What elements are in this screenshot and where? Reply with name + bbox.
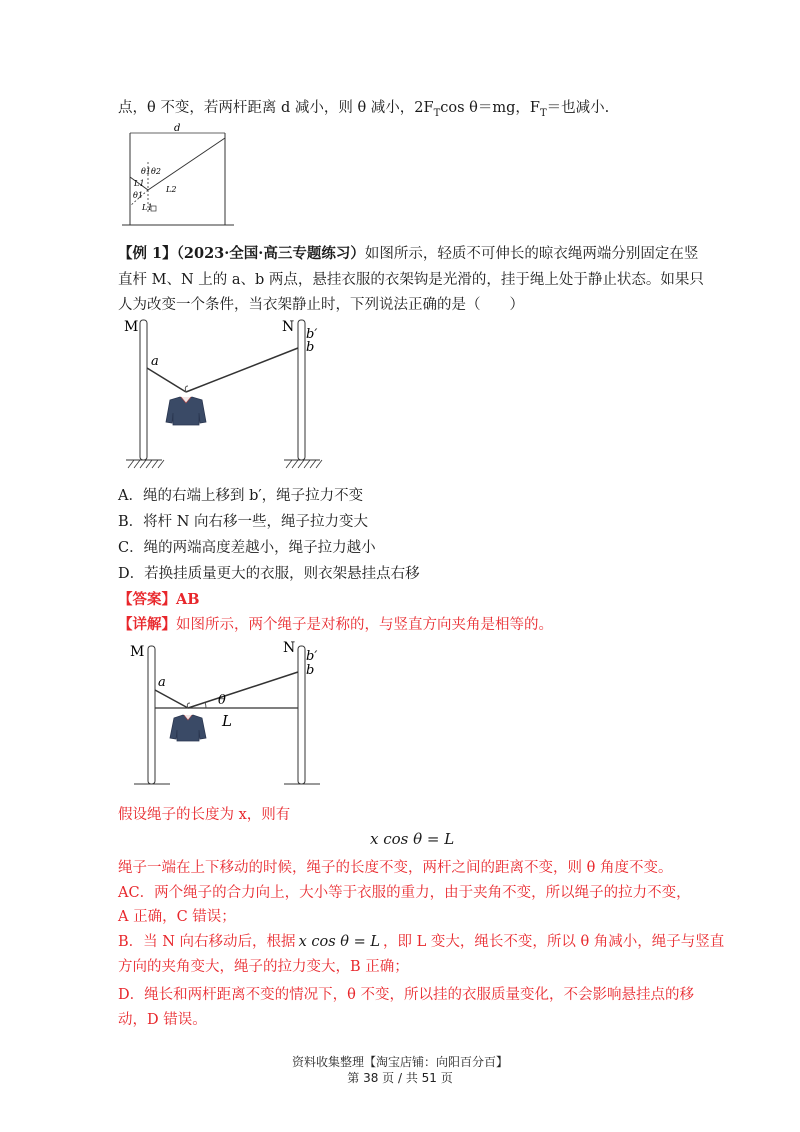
option-b: B．将杆 N 向右移一些，绳子拉力变大 [118,514,369,530]
option-a: A．绳的右端上移到 b′，绳子拉力不变 [118,488,364,504]
fig1-label-L2: L2 [166,185,177,194]
fig2-label-N: N [282,319,295,335]
fig2-jacket-icon [166,386,206,425]
fig2-hatch [128,460,322,468]
explain-line-1: 绳子一端在上下移动的时候，绳子的长度不变，两杆之间的距离不变，则 θ 角度不变。 [118,860,673,876]
fig1-label-d: d [174,123,181,134]
example-tag: 【例 1】 [118,245,177,262]
fig1-label-L1a: L1 [134,179,145,188]
assume-line: 假设绳子的长度为 x，则有 [118,807,291,823]
explain-first: 如图所示，两个绳子是对称的，与竖直方向夹角是相等的。 [176,617,553,633]
explain-line-3: A 正确，C 错误； [118,909,236,925]
explain-line-6: D．绳长和两杆距离不变的情况下，θ 不变，所以挂的衣服质量变化，不会影响悬挂点的移 [118,987,694,1003]
top-text-part3: ＝也减小. [546,100,610,116]
fig2-rope-right [186,348,298,392]
top-text-part1: 点，θ 不变，若两杆距离 d 减小，则 θ 减小，2F [118,100,434,116]
fig1-rope-long [148,138,225,190]
fig2-label-b: b [306,340,315,355]
fig3-label-N: N [283,640,296,656]
option-c: C．绳的两端高度差越小，绳子拉力越小 [118,540,376,556]
example-source: （2023·全国·高三专题练习） [176,245,365,262]
fig3-rope-right [188,672,298,708]
fig3-label-b-prime: b′ [306,649,318,664]
answer: 【答案】AB [118,591,200,608]
fig1-label-theta1b: θ1 [133,191,143,200]
fig3-label-L: L [222,712,232,730]
fig2-label-a: a [151,354,159,369]
explain-line-2: AC．两个绳子的合力向上，大小等于衣服的重力，由于夹角不变，所以绳子的拉力不变， [118,885,691,901]
footer-source: 资料收集整理【淘宝店铺：向阳百分百】 [291,1055,508,1069]
top-text-sub2: T [539,107,547,119]
explain-line-4-part1: B．当 N 向右移动后，根据 [118,934,296,950]
example-line-1 [118,244,698,264]
fig2-rope-left [147,368,186,392]
fig2-label-M: M [124,319,139,335]
top-text-sub1: T [433,107,441,119]
fig1-label-theta1: θ1 [141,167,151,176]
figure-rope-geometry [118,122,238,230]
explain-line-4 [118,932,724,952]
fig2-pole-M [140,320,147,460]
formula-display: x cos θ = L [370,830,455,848]
explain-line-7: 动，D 错误。 [118,1012,207,1028]
explain-first-line [118,615,553,635]
fig3-jacket-icon [170,703,206,741]
fig3-rope-left [155,690,188,708]
fig3-pole-M [148,646,155,784]
example-line-3: 人为改变一个条件，当衣架静止时，下列说法正确的是（ ） [118,297,524,313]
fig2-label-b-prime: b′ [306,327,318,342]
example-stem-1: 如图所示，轻质不可伸长的晾衣绳两端分别固定在竖 [364,246,699,262]
fig1-label-theta2: θ2 [151,167,161,176]
explain-tag: 【详解】 [118,616,176,633]
top-text-line [118,98,609,124]
example-line-2: 直杆 M、N 上的 a、b 两点，悬挂衣服的衣架钩是光滑的，挂于绳上处于静止状态。如果只 [118,272,704,288]
explain-line-4-part2: ，即 L 变大，绳长不变，所以 θ 角减小，绳子与竖直 [382,934,725,950]
fig3-label-a: a [158,675,166,690]
fig3-pole-N [298,646,305,784]
figure-clothesline [118,318,328,478]
footer-page-number: 第 38 页 / 共 51 页 [347,1071,453,1085]
fig2-pole-N [298,320,305,460]
fig3-label-b: b [306,663,315,678]
explain-inline-formula: x cos θ = L [298,934,380,950]
option-d: D．若换挂质量更大的衣服，则衣架悬挂点右移 [118,566,420,582]
fig3-label-M: M [130,644,145,660]
fig1-label-L1b: L1 [142,203,153,212]
figure-clothesline-explain [118,638,328,796]
explain-line-5: 方向的夹角变大，绳子的拉力变大，B 正确； [118,959,409,975]
top-text-part2: cos θ＝mg，F [440,100,540,116]
fig3-label-theta: θ [218,693,226,708]
